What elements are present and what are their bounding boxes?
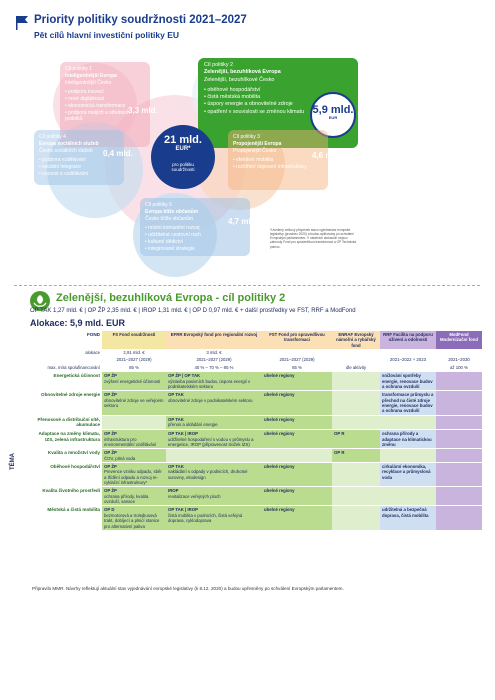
table-cell: 85 % [129,364,139,370]
table-cell: 2021–2027 (2029) [279,357,315,363]
table-cell [436,349,482,356]
page-title: Priority politiky soudržnosti 2021–2027 [34,14,247,26]
table-cell: OP ŽP obnovitelné zdroje ve veřejném sektoru [102,391,166,415]
table-cell: snižování spotřeby energie, renovace budov a ochrana ovzduší [380,372,436,391]
table-cell: Oběhové hospodářství [50,463,100,469]
center-amount: 21 mld. EUR* [164,134,202,152]
table-cell: 2021–2030 [448,357,470,363]
table-cell [436,430,482,449]
table-cell: uhelné regiony [262,462,332,486]
table-cell [380,364,436,372]
table-cell: Energetická účinnost [53,373,100,379]
table-cell: OP R [332,449,380,463]
table-cell: uhelné regiony [262,430,332,449]
table-header: FOND FS Fond soudržnosti EFRR Evropský fond pro regionální rozvoj FST Fond pro spravedlivou transformaci ENRAF Evropský námořní a rybářský fond RRF Facilita na podporu oživení a odolnosti ModFond Modernizační fond [30,331,482,349]
table-row [30,462,482,486]
table-cell [380,415,436,429]
table-cell: až 100 % [450,364,468,370]
table-cell: OP R [332,430,380,449]
table-cell: udržitelná a bezpečná doprava, čistá mobilita [380,506,436,530]
policy2-alloc-line: OP TAK 1,27 mld. € | OP ŽP 2,35 mld. € | IROP 1,31 mld. € | OP D 0,97 mld. € + další prostředky ve FST, RRF a ModFond [30,308,356,314]
table-cell [436,462,482,486]
goal2-amount: 5,9 mld. EUR [312,104,354,120]
goal4-amount: 0,4 mld. [103,149,133,158]
goal3-box: Cíl politiky 3 Propojenější Evropa Propojenější Česko • efektivní mobilita • rozšíření dopravní infrastruktury [228,130,328,190]
funds-table [30,331,482,530]
table-cell: 2021–2027 (2029) [196,357,232,363]
table-cell: OP TAK nakládání s odpady v podnicích, druhotné suroviny, ekodesign [166,462,262,486]
table-cell [436,415,482,429]
table-cell: Obnovitelné zdroje energie [41,392,100,398]
table-cell: uhelné regiony [262,391,332,415]
table-cell: Kvalita a množství vody [47,450,100,456]
table-cell: 2021–2022 + 2023 [390,357,426,363]
table-cell: OP D bezmotorová a trolejbusová trakt, dobíjecí a plnicí stanice pro alternativní paliva [102,506,166,530]
table-cell [436,487,482,506]
table-cell [262,349,332,356]
table-cell: Kvalita životního prostředí [42,488,100,494]
table-cell [332,391,380,415]
goal5-amount: 4,7 mld. [228,217,258,226]
goal3-amount: 4,6 mld. [312,151,342,160]
table-cell [332,372,380,391]
table-cell [332,487,380,506]
table-cell: Přenosové a distribuční sítě, akumulace [37,416,100,428]
table-cell: OP ŽP ochrana přírody, kvalita ovzduší, sanace [102,487,166,506]
table-cell [380,487,436,506]
table-cell [332,462,380,486]
table-row [30,506,482,530]
table-cell: OP ŽP Prevence vzniku odpadu, sběr a třídění odpadu a rozvoj re-cyklační infrastruktury* [102,462,166,486]
table-cell: 85 % [292,364,302,370]
policy2-alloc-total: Alokace: 5,9 mld. EUR [30,318,126,328]
table-cell: OP ŽP zvýšení energetické účinnosti [102,372,166,391]
table-cell: 40 % – 70 % – 85 % [194,364,234,370]
table-row [30,430,482,449]
table-cell: alokace [85,350,100,356]
table-cell: max. míra spolufinancování [47,364,100,370]
table-cell [30,356,102,363]
table-cell [436,449,482,463]
table-cell: OP ŽP | OP TAK výstavba pasivních budov, úspora energií v podnikatelském sektoru [166,372,262,391]
table-cell: 2,91 mld. € [123,350,145,356]
table-cell: uhelné regiony [262,372,332,391]
table-cell: OP ŽP ČOV, pitná voda [102,449,166,463]
table-cell [436,506,482,530]
goal1-box: Cíl politiky 1 Inteligentnější Evropa Inteligentnější Česko • podpora inovací • nové digitálnosti • ekonomická transformace • podpora malých a středních podniků [60,62,150,147]
goal5-box: Cíl politiky 5 Evropa blíže občanům Česko blíže občanům • místní komunitní rozvoj • udržitelné cestovní ruch • kulturní dědictví • integrované strategie [140,198,250,256]
table-row [30,356,482,363]
table-cell [332,349,380,356]
table-cell: cirkulární ekonomika, recyklace a průmyslová voda [380,462,436,486]
table-cell: uhelné regiony [262,487,332,506]
table-cell: ochrana přírody a adaptace na klimatickou změnu [380,430,436,449]
goal1-amount: 3,3 mld. [128,106,158,115]
table-cell: uhelné regiony [262,415,332,429]
goal4-box: Cíl politiky 4 Evropa sociálních služeb Česko sociálních služeb • podpora vzdělávání • sociální integrace • rovnost a vzdělávání [34,130,124,185]
center-label: pro politiku soudržnosti [171,162,195,172]
tema-label: TÉMA [10,453,16,470]
flag-icon [16,16,28,30]
policy2-title: Zelenější, bezuhlíková Evropa - cíl politiky 2 [56,292,286,304]
table-cell [166,449,262,463]
table-row [30,391,482,415]
table-cell: dle aktivity [345,364,367,370]
table-cell: OP TAK | IROP udržitelné hospodaření s vodou v průmyslu a energetice, IROP (připravenost složek IZS) [166,430,262,449]
table-row [30,372,482,391]
table-cell [436,372,482,391]
table-row [30,487,482,506]
table-cell: transformace průmyslu a přechod na čisté zdroje energie, renovace budov a ochrana ovzduší [380,391,436,415]
table-cell: Adaptace na změny klimatu, IZS, zelená infrastruktura [38,431,100,442]
table-row [30,364,482,372]
table-cell: OP TAK přenos a ukládání energie [166,415,262,429]
table-cell: OP TAK | IROP čistá mobilita v podnicích, čistá veřejná doprava, cyklodoprava [166,506,262,530]
table-cell [380,449,436,463]
page-subtitle: Pět cílů hlavní investiční politiky EU [34,30,180,40]
table-row [30,449,482,463]
table-cell: OP TAK obnovitelné zdroje v podnikatelském sektoru [166,391,262,415]
table-row [30,415,482,429]
table-cell: 3 mld. € [206,350,222,356]
table-cell: OP ŽP infrastruktura pro environmentální vzdělávání [102,430,166,449]
table-cell [332,415,380,429]
table-row [30,349,482,356]
table-cell [332,356,380,363]
table-cell: uhelné regiony [262,506,332,530]
table-cell [332,506,380,530]
table-cell [436,391,482,415]
table-cell [380,349,436,356]
table-cell [102,415,166,429]
footer-note: Připravilo MMR. Návrhy reflektují aktuální stav vyjednávání evropské legislativy (k 8.12. 2020) a budou upřesněny po schválení Evropským parlamentem. [32,586,344,591]
table-cell [262,449,332,463]
table-cell: Městská a čistá mobilita [47,507,100,513]
footnote: *Uvedený celkový příspěvek stavu vyjednávání evropské legislativy (prosinec 2020) a budou aplikovány po schválení Evropským parlamentem. V ostatních alokacích nejsou zahrnuty Fond pro spravedlivou transformaci a OP Technická pomoc. [270,228,357,249]
divider [14,285,480,286]
table-cell: 2021–2027 (2029) [116,357,152,363]
goal2-box: Cíl politiky 2 Zelenější, bezuhlíková Evropa Zelenější, bezuhlíkové Česko • oběhové hospodářství • čistá městská mobilita • úspory energie a obnovitelné zdroje • opatření v souvislosti se změnou klimatu [198,58,358,148]
table-cell: IROP revitalizace veřejných ploch [166,487,262,506]
